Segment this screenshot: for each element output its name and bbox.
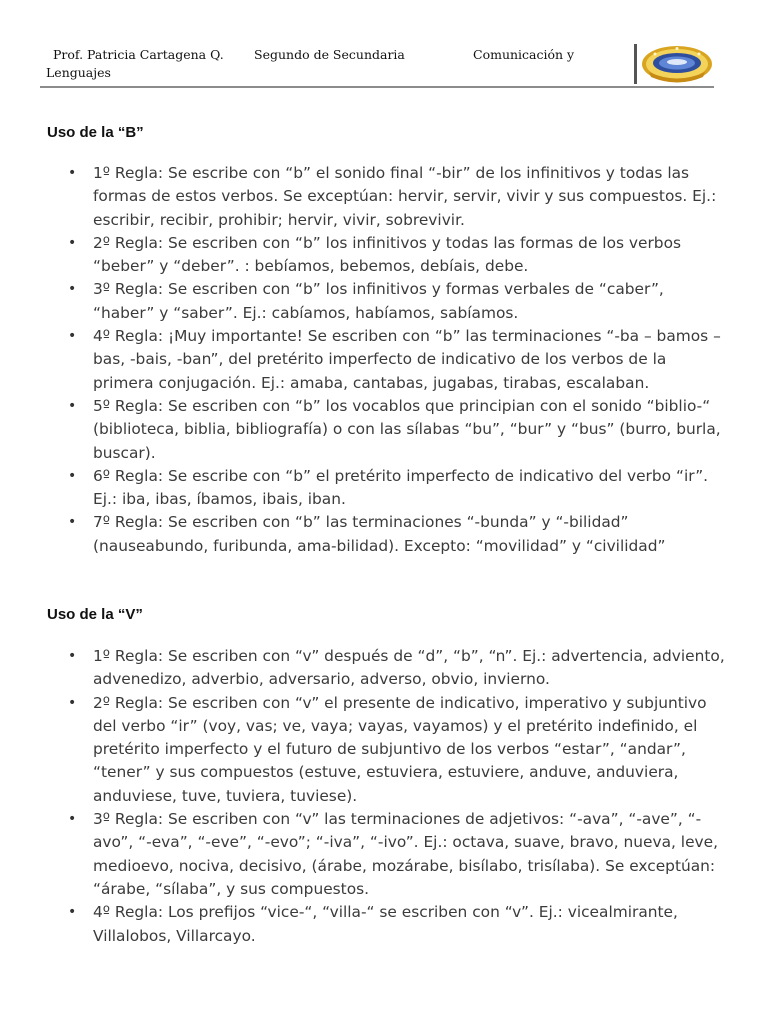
subject-label-line1: Comunicación y — [473, 47, 575, 62]
section-title-b: Uso de la “B” — [47, 124, 144, 141]
grade-label: Segundo de Secundaria — [254, 47, 405, 62]
teacher-name: Prof. Patricia Cartagena Q. — [53, 47, 224, 62]
rule-text: 6º Regla: Se escribe con “b” el pretérito imperfecto de indicativo del verbo “ir”. Ej.: iba, ibas, íbamos, ibais, iban. — [93, 466, 709, 509]
bullet-dot-icon: • — [68, 694, 77, 711]
bullet-dot-icon: • — [68, 467, 77, 484]
rule-text: 1º Regla: Se escriben con “v” después de “d”, “b”, “n”. Ej.: advertencia, adviento, advenedizo, adverbio, adversario, adverso, obvio, invierno. — [93, 647, 725, 689]
subject-label-line2: Lenguajes — [46, 65, 111, 80]
rule-text: 2º Regla: Se escriben con “b” los infinitivos y todas las formas de los verbos “beber” y “deber”. : bebíamos, bebemos, debíais, debe. — [93, 233, 682, 276]
header-divider — [634, 44, 637, 84]
rules-list-v — [0, 645, 740, 948]
rule-text: 7º Regla: Se escriben con “b” las terminaciones “-bunda” y “-bilidad” (nauseabundo, furibunda, ama-bilidad). Excepto: “movilidad” y “civilidad” — [93, 513, 666, 555]
rule-text: 3º Regla: Se escriben con “b” los infinitivos y formas verbales de “caber”, “haber” y “saber”. Ej.: cabíamos, habíamos, sabíamos. — [93, 280, 664, 322]
rule-text: 3º Regla: Se escriben con “v” las terminaciones de adjetivos: “-ava”, “-ave”, “-avo”, “-eva”, “-eve”, “-evo”; “-iva”, “-ivo”. Ej.: octava, suave, bravo, nueva, leve, medioevo, nociva, decisivo, (árabe, mozárabe, bisílabo, trisílaba). Se exceptúan: “árabe, “sílaba”, y sus compuestos. — [93, 810, 719, 898]
list-item — [0, 645, 729, 692]
section-title-v: Uso de la “V” — [47, 606, 143, 623]
list-item — [0, 808, 729, 901]
page-header — [40, 44, 714, 88]
list-item — [0, 395, 729, 465]
bullet-dot-icon: • — [68, 904, 77, 921]
list-item — [0, 901, 729, 948]
bullet-dot-icon: • — [68, 514, 77, 531]
school-seal-logo — [641, 45, 713, 83]
rule-text: 4º Regla: Los prefijos “vice-“, “villa-“ se escriben con “v”. Ej.: vicealmirante, Villalobos, Villarcayo. — [93, 903, 678, 945]
bullet-dot-icon: • — [68, 811, 77, 828]
list-item — [0, 325, 729, 395]
bullet-dot-icon: • — [68, 281, 77, 298]
list-item — [0, 511, 729, 558]
rule-text: 5º Regla: Se escriben con “b” los vocablos que principian con el sonido “biblio-“ (biblioteca, biblia, bibliografía) o con las sílabas “bu”, “bur” y “bus” (burro, burla, buscar). — [93, 396, 721, 462]
bullet-dot-icon: • — [68, 648, 77, 664]
rule-text: 2º Regla: Se escriben con “v” el presente de indicativo, imperativo y subjuntivo del verbo “ir” (voy, vas; ve, vaya; vayas, vayamos) y el pretérito indefinido, el pretérito imperfecto y el futuro de subjuntivo de los verbos “estar”, “andar”, “tener” y sus compuestos (estuve, estuviera, estuviere, anduve, anduviera, anduviese, tuve, tuviera, tuviese). — [93, 693, 707, 805]
bullet-dot-icon: • — [68, 328, 77, 345]
list-item — [0, 465, 729, 512]
list-item — [0, 162, 729, 232]
list-item — [0, 278, 729, 325]
bullet-dot-icon: • — [68, 234, 77, 251]
rule-text: 4º Regla: ¡Muy importante! Se escriben con “b” las terminaciones “-ba – bamos – bas, -bais, -ban”, del pretérito imperfecto de indicativo de los verbos de la primera conjugación. Ej.: amaba, cantabas, jugabas, tirabas, escalaban. — [93, 327, 721, 392]
bullet-dot-icon: • — [68, 397, 77, 414]
list-item — [0, 232, 729, 279]
bullet-dot-icon: • — [68, 165, 77, 181]
rules-list-b — [0, 162, 740, 558]
rule-text: 1º Regla: Se escribe con “b” el sonido final “-bir” de los infinitivos y todas las formas de estos verbos. Se exceptúan: hervir, servir, vivir y sus compuestos. Ej.: escribir, recibir, prohibir; hervir, vivir, sobrevivir. — [93, 164, 717, 229]
list-item — [0, 692, 729, 808]
